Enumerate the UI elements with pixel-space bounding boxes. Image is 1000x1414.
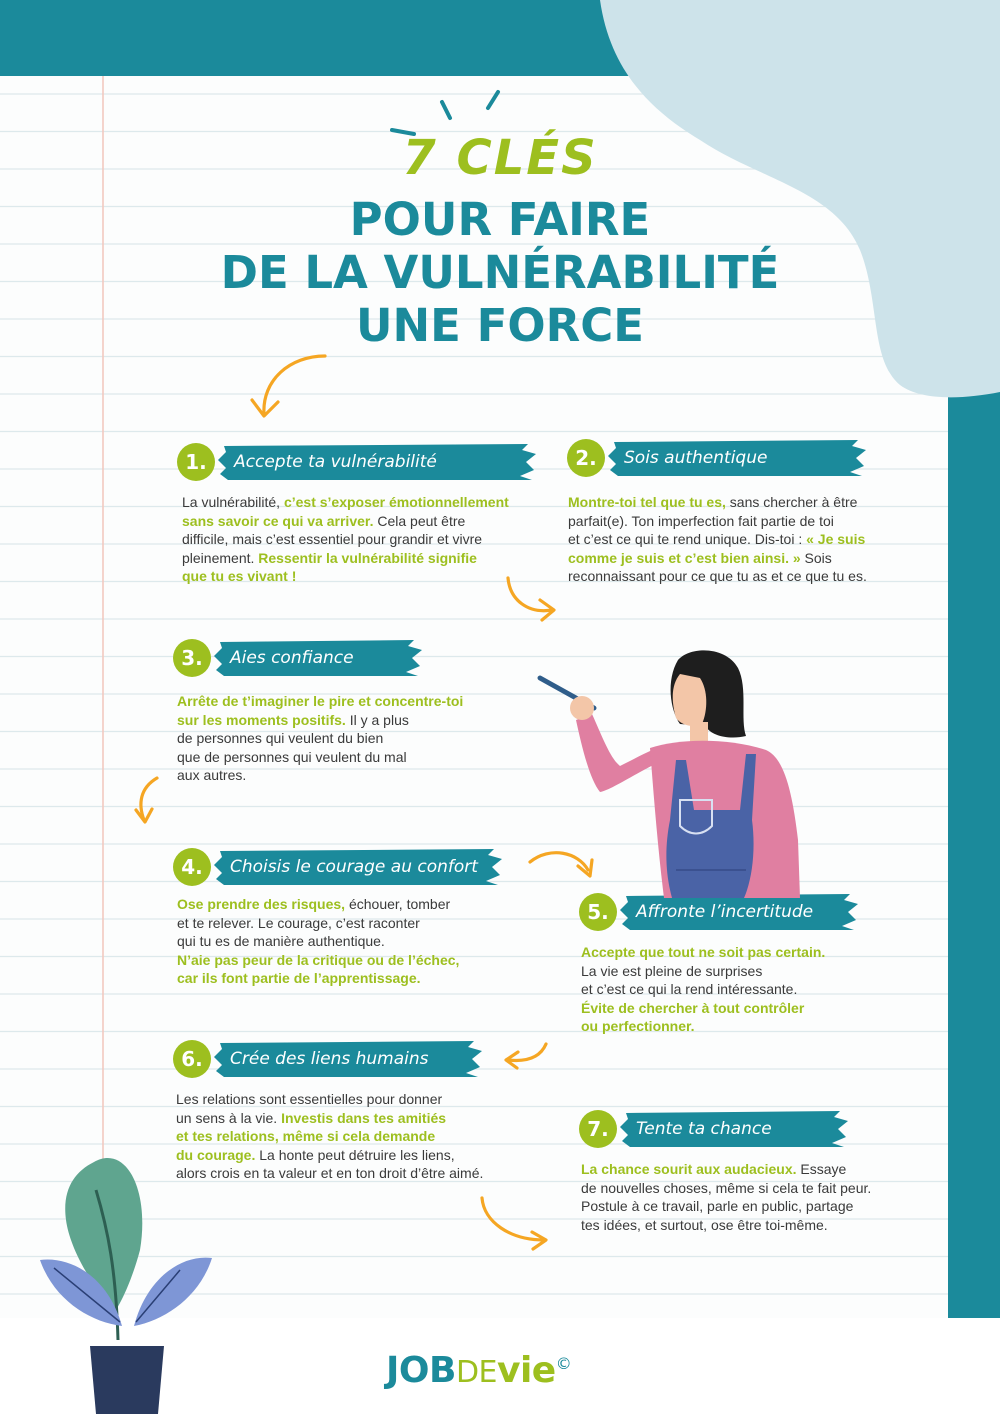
key-body: Accepte que tout ne soit pas certain. La vie est pleine de surprises et c’est ce qui la rend intéressante. Évite de chercher à tout contrôler ou perfectionner.: [581, 944, 826, 1035]
key-number: 2.: [575, 446, 597, 470]
key-body: Ose prendre des risques, échouer, tomber et te relever. Le courage, c’est raconter qui tu es de manière authentique. N’aie pas peur de la critique ou de l’échec, car ils font partie de l’apprentissage.: [177, 896, 460, 987]
jobdevie-logo: JOBDEvie©: [386, 1350, 572, 1391]
key-body: La vulnérabilité, c’est s’exposer émotionnellement sans savoir ce qui va arriver. Cela peut être difficile, mais c’est essentiel pour grandir et vivre pleinement. Ressentir la vulnérabilité signifie que tu es vivant !: [182, 494, 509, 585]
title-line-3: UNE FORCE: [355, 299, 645, 352]
key-number: 6.: [181, 1047, 203, 1071]
key-title: Accepte ta vulnérabilité: [234, 452, 437, 472]
title-line-2: DE LA VULNÉRABILITÉ: [220, 246, 780, 299]
key-number: 7.: [587, 1117, 609, 1141]
key-number: 3.: [181, 646, 203, 670]
key-body: La chance sourit aux audacieux. Essaye de nouvelles choses, même si cela te fait peur. Postule à ce travail, parle en public, partage tes idées, et surtout, ose être toi-même.: [581, 1161, 872, 1233]
key-body: Arrête de t’imaginer le pire et concentre-toi sur les moments positifs. Il y a plus de personnes qui veulent du bien que de personnes qui veulent du mal aux autres.: [177, 693, 464, 784]
key-body: Les relations sont essentielles pour donner un sens à la vie. Investis dans tes amitiés et tes relations, même si cela demande du courage. La honte peut détruire les liens, alors crois en ta valeur et en ton droit d’être aimé.: [176, 1091, 484, 1182]
key-number: 1.: [185, 450, 207, 474]
title-line-1: POUR FAIRE: [349, 193, 651, 246]
key-title: Sois authentique: [624, 448, 768, 468]
title-kicker: 7 CLÉS: [402, 130, 598, 186]
key-title: Tente ta chance: [636, 1119, 772, 1139]
key-number: 5.: [587, 900, 609, 924]
key-body: Montre-toi tel que tu es, sans chercher à être parfait(e). Ton imperfection fait partie de toi et c’est ce qui te rend unique. Dis-toi : « Je suis comme je suis et c’est bien ainsi. » Sois reconnaissant pour ce que tu as et ce que tu es.: [568, 494, 867, 585]
key-title: Crée des liens humains: [230, 1049, 429, 1069]
key-number: 4.: [181, 855, 203, 879]
key-title: Affronte l’incertitude: [636, 902, 814, 922]
key-title: Aies confiance: [230, 648, 354, 668]
woman-illustration: [530, 640, 810, 900]
plant-illustration: [30, 1150, 230, 1414]
key-title: Choisis le courage au confort: [230, 857, 478, 877]
